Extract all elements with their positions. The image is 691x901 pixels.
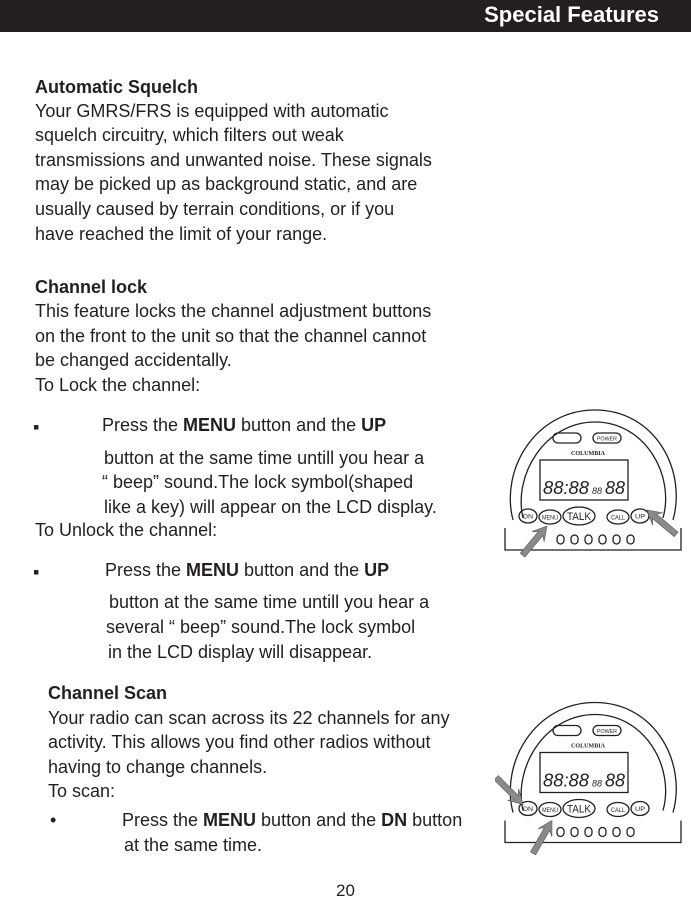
device-outline xyxy=(510,410,676,520)
text-line: squelch circuitry, which filters out weak xyxy=(35,125,344,145)
text-line: To Unlock the channel: xyxy=(35,520,218,540)
brand-logo: COLUMBIA xyxy=(571,451,606,457)
power-label: POWER xyxy=(597,436,618,443)
text-line: activity. This allows you find other radios without xyxy=(48,732,431,752)
speaker-slot xyxy=(627,535,634,544)
speaker-slot xyxy=(557,828,564,837)
speaker-slot xyxy=(571,535,578,544)
text-line: To scan: xyxy=(48,781,116,801)
button-label: TALK xyxy=(567,803,592,816)
speaker-slot xyxy=(599,535,606,544)
text-line: Your GMRS/FRS is equipped with automatic xyxy=(35,101,389,121)
speaker-slot xyxy=(571,828,578,837)
speaker-slot xyxy=(585,535,592,544)
brand-logo: COLUMBIA xyxy=(571,743,606,750)
text-line: transmissions and unwanted noise. These signals xyxy=(35,150,432,170)
arrow-icon xyxy=(516,521,553,560)
lcd-digits: 88:88 xyxy=(543,770,589,791)
section-heading-lock: Channel lock xyxy=(35,277,148,297)
speaker-slot xyxy=(613,828,620,837)
lcd-digits: 88:88 xyxy=(543,478,589,498)
lcd-small: 88 xyxy=(592,486,602,496)
text-line: This feature locks the channel adjustment buttons xyxy=(35,301,432,321)
text-line: be changed accidentally. xyxy=(35,350,232,370)
section-heading-scan: Channel Scan xyxy=(48,683,168,703)
device-outline xyxy=(510,703,676,813)
button-label: UP xyxy=(635,807,645,813)
bullet: ▪ xyxy=(33,417,40,437)
text-line: Your radio can scan across its 22 channels for any xyxy=(48,708,450,728)
button-label: CALL xyxy=(611,808,626,814)
text-line: have reached the limit of your range. xyxy=(35,224,328,244)
text-line: button at the same time untill you hear a xyxy=(109,592,430,612)
power-label: POWER xyxy=(597,729,618,735)
button-label: TALK xyxy=(567,511,592,523)
lcd-right: 88 xyxy=(605,770,625,791)
speaker-slot xyxy=(557,535,564,544)
text-line: several “ beep” sound.The lock symbol xyxy=(106,617,416,637)
top-button xyxy=(553,726,581,736)
step-line: Press the MENU button and the UP xyxy=(105,560,390,580)
step-line: Press the MENU button and the UP xyxy=(102,415,387,435)
button-label: UP xyxy=(635,514,645,521)
speaker-slot xyxy=(599,828,606,837)
radio-illustration-lock xyxy=(495,400,691,560)
radio-illustration-scan xyxy=(495,690,691,855)
header-bar xyxy=(0,0,691,32)
text-line: may be picked up as background static, and are xyxy=(35,174,418,194)
arrow-icon xyxy=(526,817,559,856)
bullet: • xyxy=(50,810,57,830)
lcd-right: 88 xyxy=(605,478,625,498)
button-label: MENU xyxy=(542,515,558,522)
button-label: MENU xyxy=(542,808,558,814)
step-line: Press the MENU button and the DN button xyxy=(122,810,463,830)
text-line: having to change channels. xyxy=(48,757,268,777)
text-line: in the LCD display will disappear. xyxy=(108,642,373,662)
speaker-slot xyxy=(627,828,634,837)
text-line: usually caused by terrain conditions, or if you xyxy=(35,199,395,219)
section-heading-squelch: Automatic Squelch xyxy=(35,77,199,97)
text-line: “ beep” sound.The lock symbol(shaped xyxy=(102,472,414,492)
text-line: button at the same time untill you hear a xyxy=(104,448,425,468)
speaker-slot xyxy=(585,828,592,837)
button-label: DN xyxy=(523,514,533,521)
page-title: Special Features xyxy=(484,2,659,27)
speaker-slot xyxy=(613,535,620,544)
lcd-small: 88 xyxy=(592,778,602,789)
button-label: CALL xyxy=(611,515,626,522)
bullet: ▪ xyxy=(33,562,40,582)
button-label: DN xyxy=(523,807,533,813)
text-line: at the same time. xyxy=(124,835,263,855)
text-line: To Lock the channel: xyxy=(35,375,201,395)
text-line: on the front to the unit so that the channel cannot xyxy=(35,326,427,346)
text-line: like a key) will appear on the LCD display. xyxy=(104,497,437,517)
top-button xyxy=(553,433,581,443)
page-number: 20 xyxy=(336,881,355,900)
device-base xyxy=(505,821,681,843)
